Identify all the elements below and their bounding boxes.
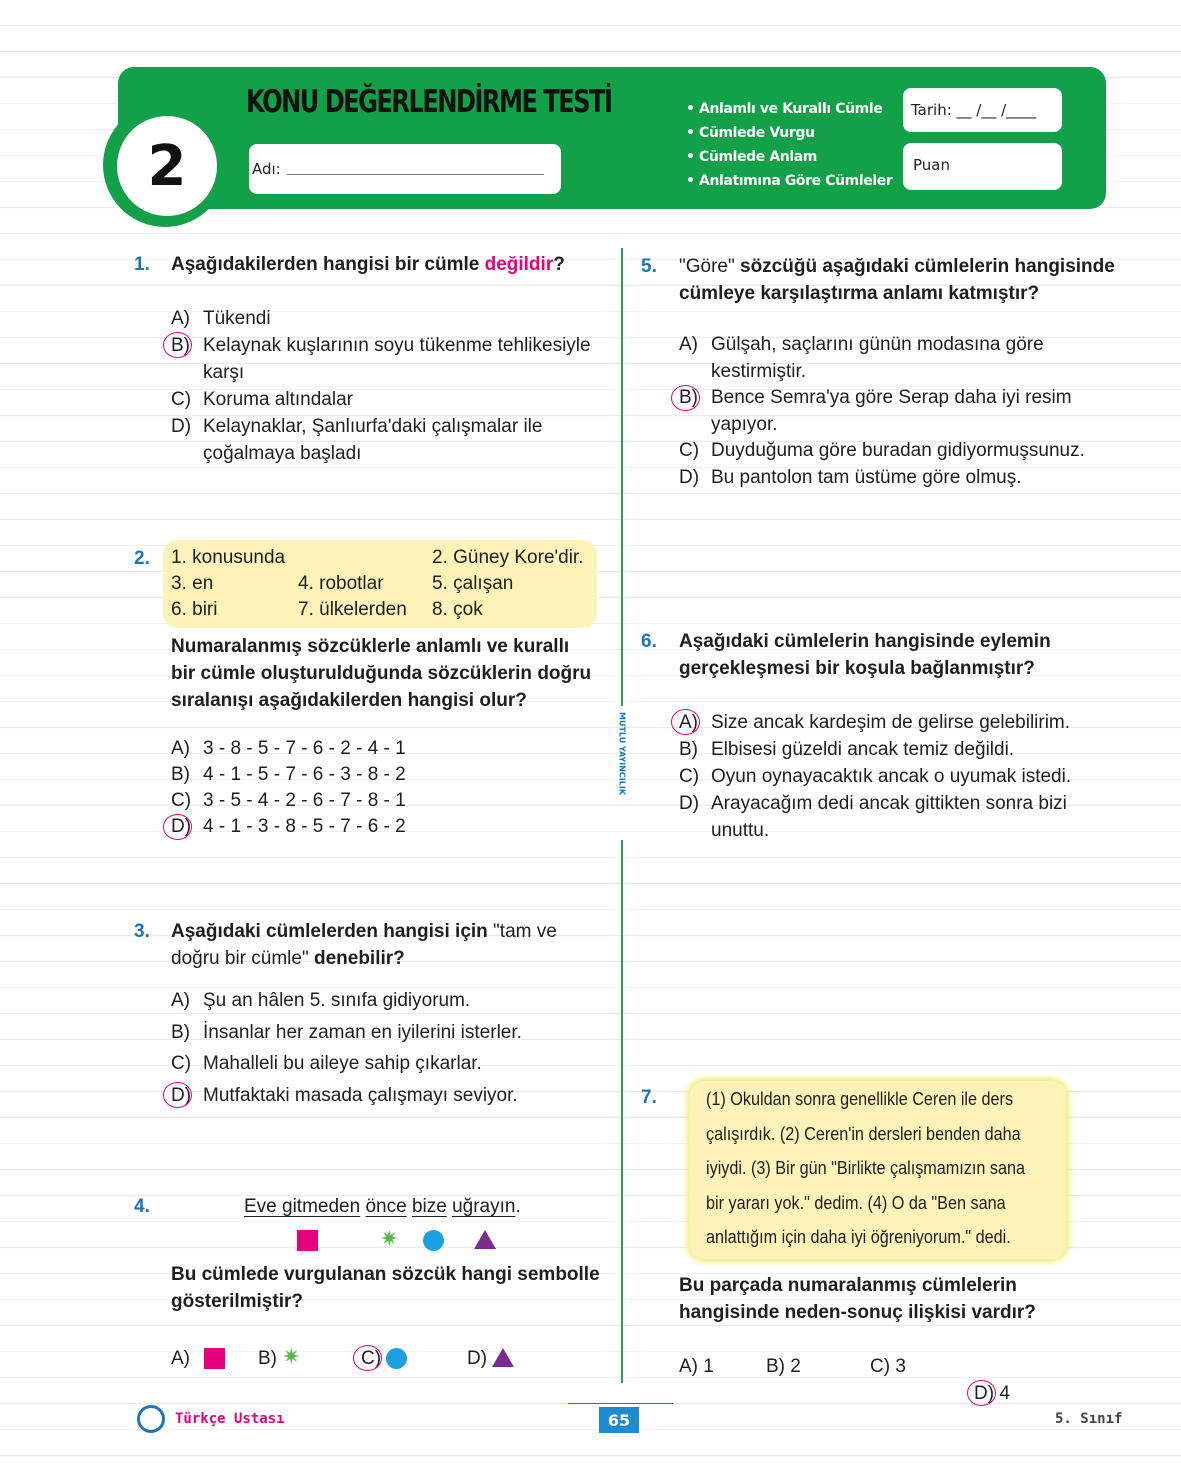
option-d[interactable]: D) Mutfaktaki masada çalışmayı seviyor.	[171, 1082, 522, 1114]
topic-item: • Cümlede Anlam	[686, 149, 817, 165]
test-number: 2	[117, 116, 217, 216]
option-c[interactable]: C) Duyduğuma göre buradan gidiyormuşsunuz.	[679, 440, 1085, 461]
option-b[interactable]: B) Elbisesi güzeldi ancak temiz değildi.	[679, 739, 1015, 760]
question-number: 7.	[641, 1087, 657, 1108]
option-continuation: yapıyor.	[711, 413, 778, 435]
option-c[interactable]: C) Koruma altındalar	[171, 389, 353, 410]
topic-list	[686, 100, 892, 196]
blue-circle-icon	[423, 1230, 444, 1251]
stem-text: sözcüğü aşağıdaki cümlelerin hangisinde	[734, 256, 1115, 277]
date-field[interactable]: Tarih: __ /__ /____	[903, 88, 1062, 132]
option-a[interactable]: A) 1	[679, 1356, 714, 1377]
blue-circle-icon	[386, 1348, 407, 1369]
question-number: 4.	[134, 1196, 150, 1217]
option-b[interactable]: B)	[258, 1348, 277, 1369]
numbered-word: 1. konusunda	[171, 547, 286, 568]
stem-line: bir cümle oluşturulduğunda sözcüklerin doğru	[171, 663, 592, 684]
option-d[interactable]: D) 4	[974, 1380, 1181, 1407]
options-list	[171, 987, 522, 1114]
grade-label: 5. Sınıf	[1055, 1411, 1123, 1427]
option-d[interactable]: D) Arayacağım dedi ancak gittikten sonra bizi	[679, 793, 1067, 814]
name-label: Adı:	[252, 160, 281, 178]
stem-line: hangisinde neden-sonuç ilişkisi vardır?	[679, 1302, 1036, 1323]
passage	[706, 1089, 1061, 1262]
question-number: 1.	[134, 254, 150, 275]
passage-line: bir yararı yok." dedim. (4) O da "Ben sana	[706, 1192, 1006, 1213]
numbered-word: 4. robotlar	[298, 573, 384, 594]
sentence-word: önce	[365, 1196, 407, 1217]
options-list	[171, 736, 406, 840]
numbered-word: 5. çalışan	[432, 573, 514, 594]
page-number: 65	[599, 1407, 639, 1433]
answer-circle	[163, 1082, 192, 1108]
publisher-logo-icon	[137, 1405, 165, 1433]
option-c[interactable]: C) 3	[870, 1356, 906, 1377]
option-a[interactable]: A) Gülşah, saçlarını günün modasına göre	[679, 334, 1044, 355]
stem-text: "tam ve	[487, 921, 557, 942]
question-number: 5.	[641, 256, 657, 277]
question-stem	[171, 251, 621, 278]
option-c[interactable]: C)	[361, 1345, 1181, 1372]
option-b[interactable]: B) Kelaynak kuşlarının soyu tükenme tehlikesiyle	[171, 332, 591, 359]
answer-circle	[353, 1345, 382, 1371]
option-a[interactable]: A)	[171, 1348, 190, 1369]
stem-line: Bu cümlede vurgulanan sözcük hangi sembolle	[171, 1264, 600, 1285]
question-stem	[171, 1261, 621, 1315]
green-star-icon: ✷	[380, 1227, 399, 1252]
sentence-word: uğrayın	[452, 1196, 516, 1217]
options-list	[679, 332, 1085, 491]
stem-text: cümleye karşılaştırma anlamı katmıştır?	[679, 283, 1040, 304]
purple-triangle-icon	[474, 1230, 496, 1249]
option-b[interactable]: B) İnsanlar her zaman en iyilerini isterler.	[171, 1021, 522, 1043]
options-list	[171, 305, 591, 467]
option-b[interactable]: B) 4 - 1 - 5 - 7 - 6 - 3 - 8 - 2	[171, 764, 406, 785]
stem-emphasis: değildir	[484, 254, 554, 275]
stem-text: Aşağıdakilerden hangisi bir cümle	[171, 254, 485, 275]
answer-circle	[163, 332, 192, 358]
stem-line: gösterilmiştir?	[171, 1291, 303, 1312]
answer-circle	[967, 1380, 996, 1406]
topic-item: • Cümlede Vurgu	[686, 125, 815, 141]
option-c[interactable]: C) Oyun oynayacaktık ancak o uyumak istedi.	[679, 766, 1072, 787]
question-number: 6.	[641, 631, 657, 652]
publisher-vertical-mark	[609, 712, 635, 836]
answer-circle	[163, 814, 192, 840]
option-a[interactable]: A) Tükendi	[171, 308, 271, 329]
pink-square-icon	[297, 1230, 318, 1251]
name-underline	[287, 174, 544, 175]
question-stem	[171, 633, 621, 714]
question-stem	[679, 253, 1129, 307]
option-d[interactable]: D) Bu pantolon tam üstüme göre olmuş.	[679, 466, 1022, 488]
option-a[interactable]: A) 3 - 8 - 5 - 7 - 6 - 2 - 4 - 1	[171, 738, 406, 759]
question-stem	[679, 1272, 1129, 1326]
stem-text: ?	[553, 254, 565, 275]
stem-text: denebilir?	[308, 948, 405, 969]
option-continuation: kestirmiştir.	[711, 360, 806, 382]
stem-text: "Göre"	[679, 256, 735, 277]
option-c[interactable]: C) 3 - 5 - 4 - 2 - 6 - 7 - 8 - 1	[171, 790, 406, 811]
option-d[interactable]: D) 4 - 1 - 3 - 8 - 5 - 7 - 6 - 2	[171, 814, 406, 840]
publisher-name: MUTLU YAYINCILIK	[617, 712, 627, 796]
question-stem	[171, 918, 621, 972]
numbered-word: 3. en	[171, 573, 214, 594]
options-list	[679, 709, 1071, 844]
stem-text: doğru bir cümle"	[171, 948, 309, 969]
numbered-word: 6. biri	[171, 599, 218, 620]
option-continuation: çoğalmaya başladı	[203, 443, 362, 464]
stem-line: Aşağıdaki cümlelerin hangisinde eylemin	[679, 631, 1051, 652]
book-title: Türkçe Ustası	[175, 1411, 285, 1427]
option-d[interactable]: D) Kelaynaklar, Şanlıurfa'daki çalışmalar ile	[171, 416, 543, 437]
sample-sentence: Eve gitmeden önce bize uğrayın.	[244, 1196, 521, 1217]
option-b[interactable]: B) 2	[766, 1356, 801, 1377]
numbered-word: 8. çok	[432, 599, 483, 620]
score-field[interactable]: Puan	[903, 143, 1062, 190]
sentence-word: Eve gitmeden	[244, 1196, 361, 1217]
passage-line: çalışırdık. (2) Ceren'in dersleri benden daha	[706, 1123, 1021, 1144]
sentence-word: bize	[411, 1196, 447, 1217]
passage-line: iyiydi. (3) Bir gün "Birlikte çalışmamızın sana	[706, 1158, 1026, 1178]
stem-line: sıralanışı aşağıdakilerden hangisi olur?	[171, 690, 527, 711]
option-continuation: karşı	[203, 362, 245, 383]
footer-divider	[568, 1403, 673, 1404]
question-number: 2.	[134, 548, 150, 569]
option-a[interactable]: A) Şu an hâlen 5. sınıfa gidiyorum.	[171, 990, 471, 1011]
stem-line: Bu parçada numaralanmış cümlelerin	[679, 1275, 1017, 1296]
column-divider	[621, 248, 623, 706]
option-a[interactable]: A) Size ancak kardeşim de gelirse gelebilirim.	[679, 709, 1071, 736]
column-divider	[621, 840, 623, 1383]
option-b[interactable]: B) Bence Semra'ya göre Serap daha iyi resim	[679, 385, 1085, 412]
question-stem	[679, 628, 1129, 682]
topic-item: • Anlamlı ve Kurallı Cümle	[686, 101, 883, 117]
passage-line: anlattığım için daha iyi öğreniyorum." dedi.	[706, 1227, 1011, 1247]
topic-item: • Anlatımına Göre Cümleler	[686, 173, 893, 189]
option-c[interactable]: C) Mahalleli bu aileye sahip çıkarlar.	[171, 1053, 482, 1075]
stem-text: Aşağıdaki cümlelerden hangisi için	[171, 921, 488, 942]
pink-square-icon	[204, 1348, 225, 1369]
option-continuation: unuttu.	[711, 820, 770, 841]
answer-circle	[671, 709, 700, 735]
answer-circle	[671, 385, 700, 411]
passage-line: (1) Okuldan sonra genellikle Ceren ile ders	[706, 1089, 1014, 1109]
name-field[interactable]	[249, 144, 561, 194]
question-number: 3.	[134, 921, 150, 942]
purple-triangle-icon	[492, 1348, 514, 1367]
test-title: KONU DEĞERLENDİRME TESTİ	[246, 84, 612, 120]
numbered-word: 2. Güney Kore'dir.	[432, 547, 584, 568]
option-d[interactable]: D)	[467, 1348, 488, 1369]
stem-line: Numaralanmış sözcüklerle anlamlı ve kurallı	[171, 636, 570, 657]
numbered-word: 7. ülkelerden	[298, 599, 407, 620]
green-star-icon: ✷	[282, 1345, 301, 1370]
stem-line: gerçekleşmesi bir koşula bağlanmıştır?	[679, 658, 1035, 679]
